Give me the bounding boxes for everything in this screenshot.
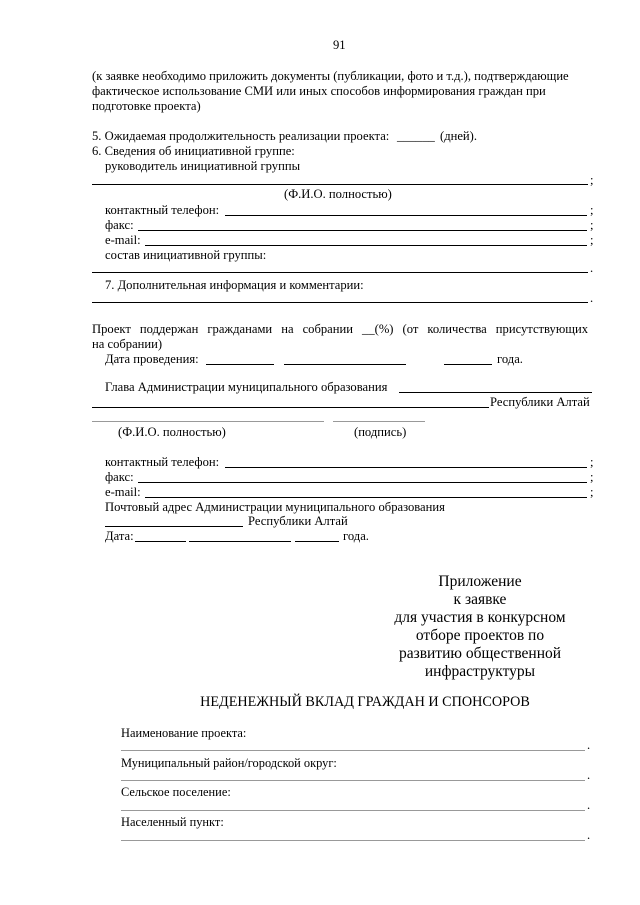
admin-fax-semicolon: ; xyxy=(590,470,594,484)
appendix-line-5: развитию общественной xyxy=(398,645,562,662)
group-phone-line xyxy=(225,215,587,216)
group-members-label: состав инициативной группы: xyxy=(105,248,267,262)
leader-line xyxy=(92,184,588,185)
head-admin-republic: Республики Алтай xyxy=(490,395,590,409)
admin-email-line xyxy=(145,497,587,498)
support-date-line-1 xyxy=(206,364,274,365)
field-project-name-dot: . xyxy=(587,738,591,752)
field-project-name-label: Наименование проекта: xyxy=(121,726,247,740)
head-admin-sign-line xyxy=(333,421,425,422)
item5-label: 5. Ожидаемая продолжительность реализации проекта: xyxy=(92,129,390,143)
item7-line xyxy=(92,302,588,303)
admin-postal-line xyxy=(105,526,243,527)
intro-line-2: фактическое использование СМИ или иных способов информирования граждан при xyxy=(92,84,546,98)
head-admin-line-2 xyxy=(92,407,489,408)
field-locality-line xyxy=(121,840,585,841)
head-admin-line-1 xyxy=(399,392,592,393)
item7-label: 7. Дополнительная информация и комментарии: xyxy=(105,278,364,292)
field-project-name-line xyxy=(121,750,585,751)
admin-date-year: года. xyxy=(343,529,369,543)
admin-date-line-2 xyxy=(189,541,291,542)
field-settlement-dot: . xyxy=(587,798,591,812)
support-line-1: Проект поддержан гражданами на собрании __(%) (от количества присутствующих xyxy=(92,322,588,336)
appendix-line-6: инфраструктуры xyxy=(424,663,536,680)
section-title: НЕДЕНЕЖНЫЙ ВКЛАД ГРАЖДАН И СПОНСОРОВ xyxy=(200,694,530,710)
intro-line-3: подготовке проекта) xyxy=(92,99,201,113)
group-phone-semicolon: ; xyxy=(590,203,594,217)
field-district-label: Муниципальный район/городской округ: xyxy=(121,756,337,770)
page-number: 91 xyxy=(333,38,346,52)
field-settlement-line xyxy=(121,810,585,811)
admin-postal-republic: Республики Алтай xyxy=(248,514,348,528)
item7-dot: . xyxy=(590,291,594,305)
admin-phone-line xyxy=(225,467,587,468)
support-year: года. xyxy=(497,352,523,366)
support-line-2: на собрании) xyxy=(92,337,163,351)
group-phone-label: контактный телефон: xyxy=(105,203,220,217)
group-email-line xyxy=(145,245,587,246)
admin-postal-label: Почтовый адрес Администрации муниципального образования xyxy=(105,500,445,514)
appendix-line-2: к заявке xyxy=(453,591,507,608)
group-members-dot: . xyxy=(590,261,594,275)
head-admin-label: Глава Администрации муниципального образования xyxy=(105,380,388,394)
appendix-line-4: отборе проектов по xyxy=(415,627,545,644)
admin-date-label: Дата: xyxy=(105,529,134,543)
head-admin-fio-hint: (Ф.И.О. полностью) xyxy=(118,425,226,439)
field-settlement-label: Сельское поселение: xyxy=(121,785,231,799)
support-date-label: Дата проведения: xyxy=(105,352,199,366)
admin-date-line-1 xyxy=(135,541,186,542)
admin-email-semicolon: ; xyxy=(590,485,594,499)
admin-phone-semicolon: ; xyxy=(590,455,594,469)
item5-unit: (дней). xyxy=(440,129,478,143)
admin-phone-label: контактный телефон: xyxy=(105,455,220,469)
head-admin-sign-hint: (подпись) xyxy=(354,425,407,439)
head-admin-fio-line xyxy=(92,421,324,422)
field-locality-label: Населенный пункт: xyxy=(121,815,224,829)
field-district-line xyxy=(121,780,585,781)
field-district-dot: . xyxy=(587,768,591,782)
support-date-line-2 xyxy=(284,364,406,365)
appendix-line-1: Приложение xyxy=(438,573,522,590)
group-fax-line xyxy=(138,230,587,231)
group-members-line xyxy=(92,272,588,273)
appendix-line-3: для участия в конкурсном xyxy=(394,609,566,626)
admin-fax-line xyxy=(138,482,587,483)
admin-email-label: e-mail: xyxy=(105,485,141,499)
group-email-semicolon: ; xyxy=(590,233,594,247)
group-fax-label: факс: xyxy=(105,218,134,232)
group-fax-semicolon: ; xyxy=(590,218,594,232)
leader-fio-hint: (Ф.И.О. полностью) xyxy=(284,187,392,201)
support-date-line-3 xyxy=(444,364,492,365)
leader-semicolon: ; xyxy=(590,173,594,187)
group-email-label: e-mail: xyxy=(105,233,141,247)
admin-fax-label: факс: xyxy=(105,470,134,484)
leader-label: руководитель инициативной группы xyxy=(105,159,301,173)
item6-label: 6. Сведения об инициативной группе: xyxy=(92,144,295,158)
field-locality-dot: . xyxy=(587,828,591,842)
intro-line-1: (к заявке необходимо приложить документы (публикации, фото и т.д.), подтверждающие xyxy=(92,69,569,83)
admin-date-line-3 xyxy=(295,541,339,542)
item5-blank: ______ xyxy=(397,129,435,143)
